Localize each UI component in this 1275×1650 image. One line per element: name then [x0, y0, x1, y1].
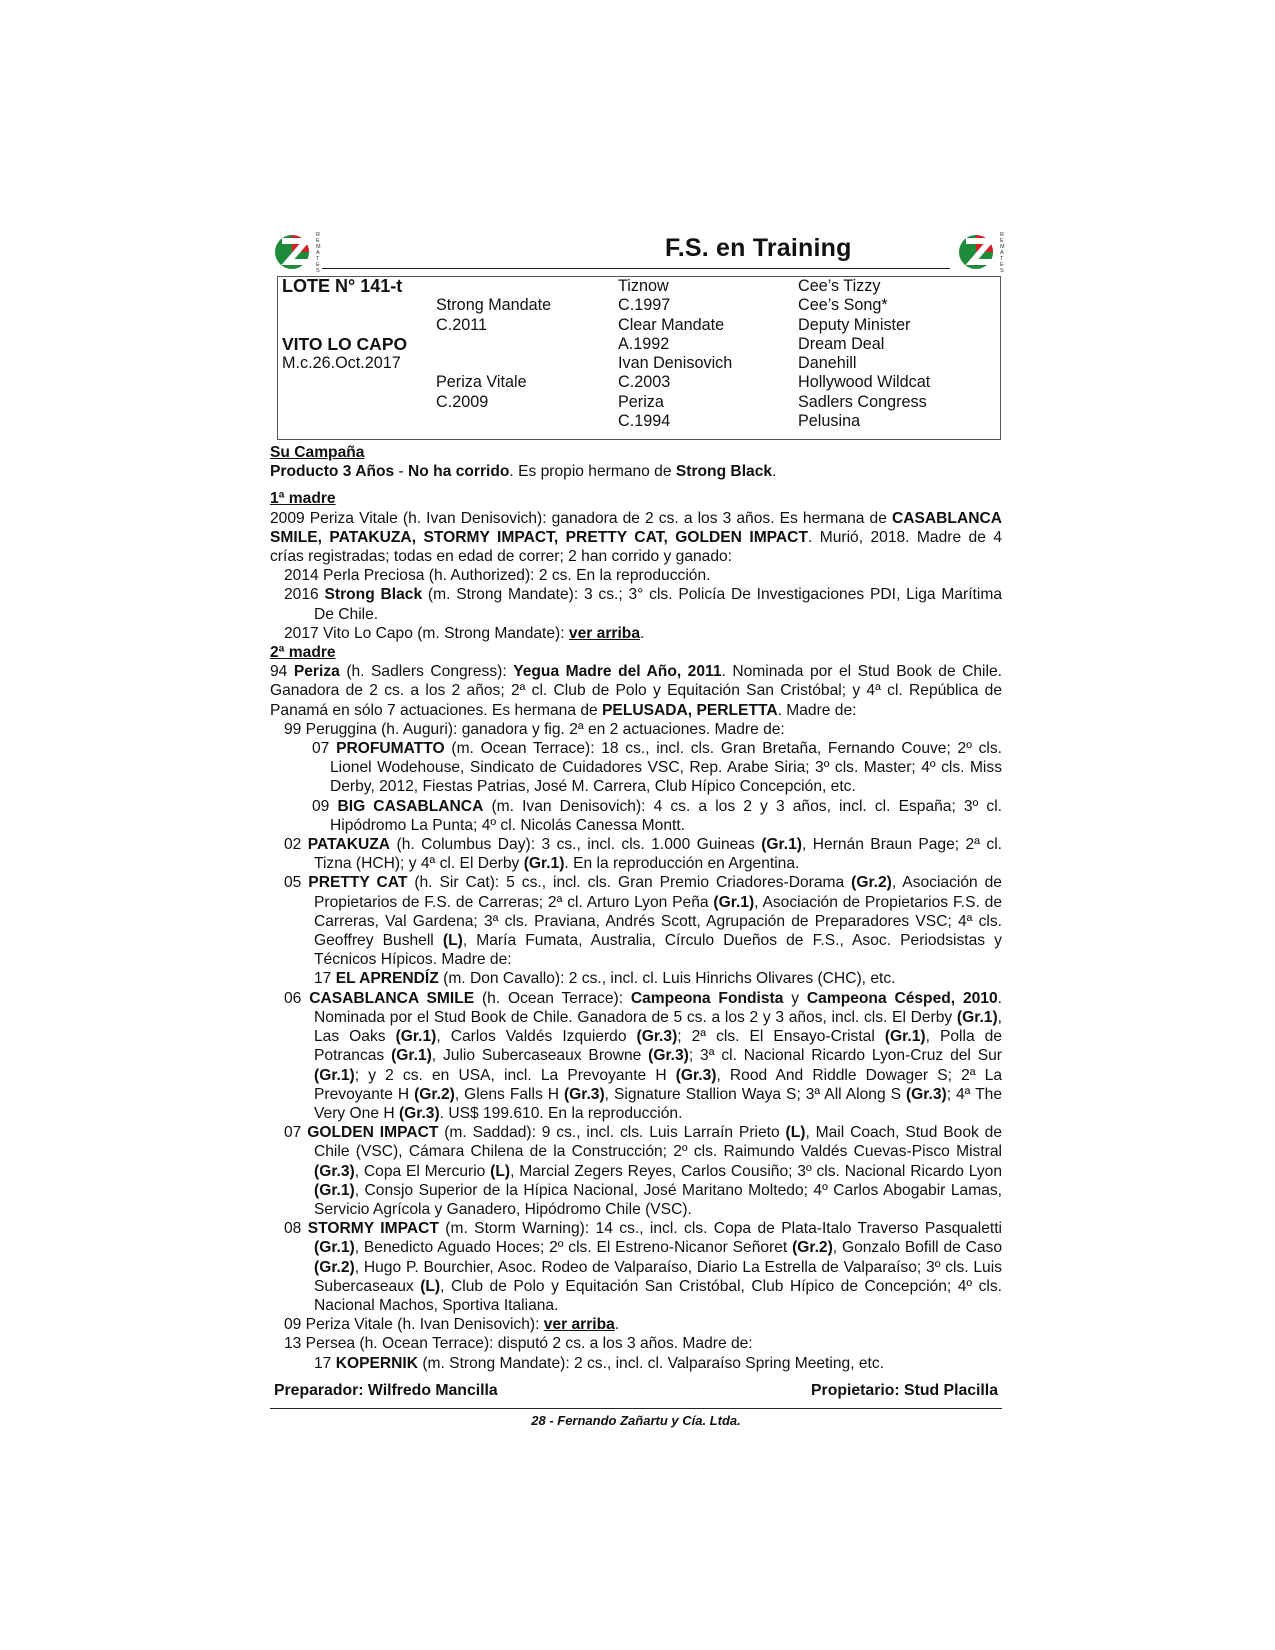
campaign-line: Producto 3 Años - No ha corrido. Es propio hermano de Strong Black.: [270, 463, 777, 481]
logo-vertical-text: R E M A T E S: [316, 232, 321, 274]
offspring-entry: 02 PATAKUZA (h. Columbus Day): 3 cs., incl. cls. 1.000 Guineas (Gr.1), Hernán Braun Page; 2ª cl. Tizna (HCH); y 4ª cl. El Derby (Gr.1). En la reproducción en Argentina.: [284, 836, 1002, 873]
sire-name: Strong Mandate: [436, 296, 552, 315]
pedigree-entry: Cee’s Tizzy: [798, 277, 881, 295]
pedigree-entry: Pelusina: [798, 412, 861, 431]
offspring-entry: 2016 Strong Black (m. Strong Mandate): 3 cs.; 3° cls. Policía De Investigaciones PDI, Liga Marítima De Chile.: [284, 586, 1002, 623]
pedigree-entry: Deputy Minister: [798, 315, 911, 334]
offspring-entry: 13 Persea (h. Ocean Terrace): disputó 2 cs. a los 3 años. Madre de:: [284, 1335, 753, 1353]
grand-offspring-entry: 17 KOPERNIK (m. Strong Mandate): 2 cs., incl. cl. Valparaíso Spring Meeting, etc.: [314, 1354, 884, 1372]
madre1-paragraph: 2009 Periza Vitale (h. Ivan Denisovich): ganadora de 2 cs. a los 3 años. Es hermana de CASABLANCA SMILE, PATAKUZA, STORMY IMPACT, PRETTY CAT, GOLDEN IMPACT. Murió, 2018. Madre de 4 crías registradas; todas en edad de correr; 2 han corrido y ganado:: [270, 509, 1002, 566]
offspring-entry: 99 Peruggina (h. Auguri): ganadora y fig. 2ª en 2 actuaciones. Madre de:: [284, 720, 785, 738]
pedigree-entry: Periza: [618, 392, 664, 411]
section-heading: Su Campaña: [270, 444, 365, 461]
pedigree-entry: Tiznow: [618, 277, 669, 295]
pedigree-entry: Dream Deal: [798, 334, 885, 353]
pedigree-col-parents: [436, 277, 621, 412]
horse-name: VITO LO CAPO: [282, 333, 408, 354]
pedigree-entry: Clear Mandate: [618, 315, 725, 334]
dam-year: C.2009: [436, 392, 489, 411]
offspring-entry: 2017 Vito Lo Capo (m. Strong Mandate): ver arriba.: [284, 624, 645, 642]
pedigree-col-grandparents: [618, 277, 803, 431]
offspring-entry: 09 Periza Vitale (h. Ivan Denisovich): ver arriba.: [284, 1316, 620, 1334]
horse-info: M.c.26.Oct.2017: [282, 354, 401, 373]
offspring-entry: 06 CASABLANCA SMILE (h. Ocean Terrace): Campeona Fondista y Campeona Césped, 2010. Nominada por el Stud Book de Chile. Ganadora de 5 cs. a los 2 y 3 años, incl. cls. El Derby (Gr.1), Las Oaks (Gr.1), Carlos Valdés Izquierdo (Gr.3); 2ª cls. El Ensayo-Cristal (Gr.1), Polla de Potrancas (Gr.1), Julio Subercaseaux Browne (Gr.3); 3ª cl. Nacional Ricardo Lyon-Cruz del Sur (Gr.1); y 2 cs. en USA, incl. La Prevoyante H (Gr.3), Rood And Riddle Dowager S; 2ª La Prevoyante H (Gr.2), Glens Falls H (Gr.3), Signature Stallion Waya S; 3ª All Along S (Gr.3); 4ª The Very One H (Gr.3). US$ 199.610. En la reproducción.: [284, 989, 1002, 1122]
pedigree-col-horse: [282, 277, 432, 373]
catalog-body: [270, 443, 1002, 1373]
grand-offspring-entry: 09 BIG CASABLANCA (m. Ivan Denisovich): 4 cs. a los 2 y 3 años, incl. cl. España; 3º cl. Hipódromo La Punta; 4º cl. Nicolás Canessa Montt.: [312, 797, 1002, 834]
pedigree-entry: Ivan Denisovich: [618, 354, 733, 373]
page-header: [270, 226, 1005, 274]
offspring-entry: 08 STORMY IMPACT (m. Storm Warning): 14 cs., incl. cls. Copa de Plata-Italo Traverso Pasqualetti (Gr.1), Benedicto Aguado Hoces; 2º cls. El Estreno-Nicanor Señoret (Gr.2), Gonzalo Bofill de Caso (Gr.2), Hugo P. Bourchier, Asoc. Rodeo de Valparaíso, Diario La Estrella de Valparaíso; 3º cls. Luis Subercaseaux (L), Club de Polo y Equitación San Cristóbal, Club Hípico de Concepción; 4º cls. Nacional Machos, Sportiva Italiana.: [284, 1220, 1002, 1314]
pedigree-col-great-grandparents: [798, 277, 998, 431]
pedigree-entry: C.2003: [618, 373, 671, 392]
grand-offspring-entry: 17 EL APRENDÍZ (m. Don Cavallo): 2 cs., incl. cl. Luis Hinrichs Olivares (CHC), etc.: [314, 970, 896, 988]
page-title: F.S. en Training: [665, 234, 852, 262]
ver-arriba-link: ver arriba: [543, 1316, 615, 1334]
section-heading: 1ª madre: [270, 490, 336, 508]
offspring-entry: 2014 Perla Preciosa (h. Authorized): 2 cs. En la reproducción.: [284, 567, 711, 585]
pedigree-box: [277, 276, 1001, 440]
logo-vertical-text: R E M A T E S: [1000, 232, 1005, 274]
pedigree-entry: C.1997: [618, 296, 671, 315]
sire-year: C.2011: [436, 315, 487, 334]
header-rule: [322, 268, 950, 269]
offspring-entry: 07 GOLDEN IMPACT (m. Saddad): 9 cs., incl. cls. Luis Larraín Prieto (L), Mail Coach, Stud Book de Chile (VSC), Cámara Chilena de la Construcción; 2º cls. Raimundo Valdés Cuevas-Pisco Mistral (Gr.3), Copa El Mercurio (L), Marcial Zegers Reyes, Carlos Cousiño; 3º cls. Nacional Ricardo Lyon (Gr.1), Consjo Superior de la Hípica Nacional, José Maritano Moltedo; 4º Carlos Abogabir Lamas, Servicio Agrícola y Ganadero, Hipódromo Chile (VSC).: [284, 1124, 1002, 1218]
signature-row: [270, 1382, 1002, 1400]
zanartu-logo: [956, 228, 1008, 274]
pedigree-entry: Sadlers Congress: [798, 392, 927, 411]
page-footer: 28 - Fernando Zañartu y Cía. Ltda.: [531, 1412, 741, 1428]
pedigree-entry: A.1992: [618, 334, 670, 353]
pedigree-entry: C.1994: [618, 412, 671, 431]
catalog-page: [270, 226, 1005, 1428]
pedigree-entry: Danehill: [798, 354, 857, 373]
propietario-label: Propietario: Stud Placilla: [811, 1381, 998, 1399]
footer-rule: [270, 1408, 1002, 1409]
ver-arriba-link: ver arriba: [568, 624, 640, 642]
section-heading: 2ª madre: [270, 644, 336, 662]
pedigree-entry: Hollywood Wildcat: [798, 373, 931, 392]
offspring-entry: 05 PRETTY CAT (h. Sir Cat): 5 cs., incl. cls. Gran Premio Criadores-Dorama (Gr.2), Asociación de Propietarios de F.S. de Carreras; 2ª cl. Arturo Lyon Peña (Gr.1), Asociación de Propietarios F.S. de Carreras, Val Gardena; 3ª cls. Praviana, Andrés Scott, Agrupación de Preparadores VSC; 4ª cls. Geoffrey Bushell (L), María Fumata, Australia, Círculo Dueños de F.S., Asoc. Periodsistas y Técnicos Hípicos. Madre de:: [284, 874, 1002, 969]
zanartu-logo: [272, 228, 324, 274]
dam-name: Periza Vitale: [436, 373, 527, 392]
pedigree-entry: Cee’s Song*: [798, 296, 888, 315]
grand-offspring-entry: 07 PROFUMATTO (m. Ocean Terrace): 18 cs., incl. cls. Gran Bretaña, Fernando Couve; 2º cls. Lionel Wodehouse, Sindicato de Cuidadores VSC, Rep. Arabe Siria; 3º cls. Master; 4º cls. Miss Derby, 2012, Fiestas Patrias, José M. Carrera, Club Hípico Concepción, etc.: [312, 740, 1003, 796]
madre2-paragraph: 94 Periza (h. Sadlers Congress): Yegua Madre del Año, 2011. Nominada por el Stud Book de Chile. Ganadora de 2 cs. a los 2 años; 2ª cl. Club de Polo y Equitación San Cristóbal; y 4ª cl. República de Panamá en sólo 7 actuaciones. Es hermana de PELUSADA, PERLETTA. Madre de:: [270, 663, 1002, 719]
preparador-label: Preparador: Wilfredo Mancilla: [274, 1381, 498, 1399]
lote-number: LOTE N° 141-t: [282, 276, 403, 296]
